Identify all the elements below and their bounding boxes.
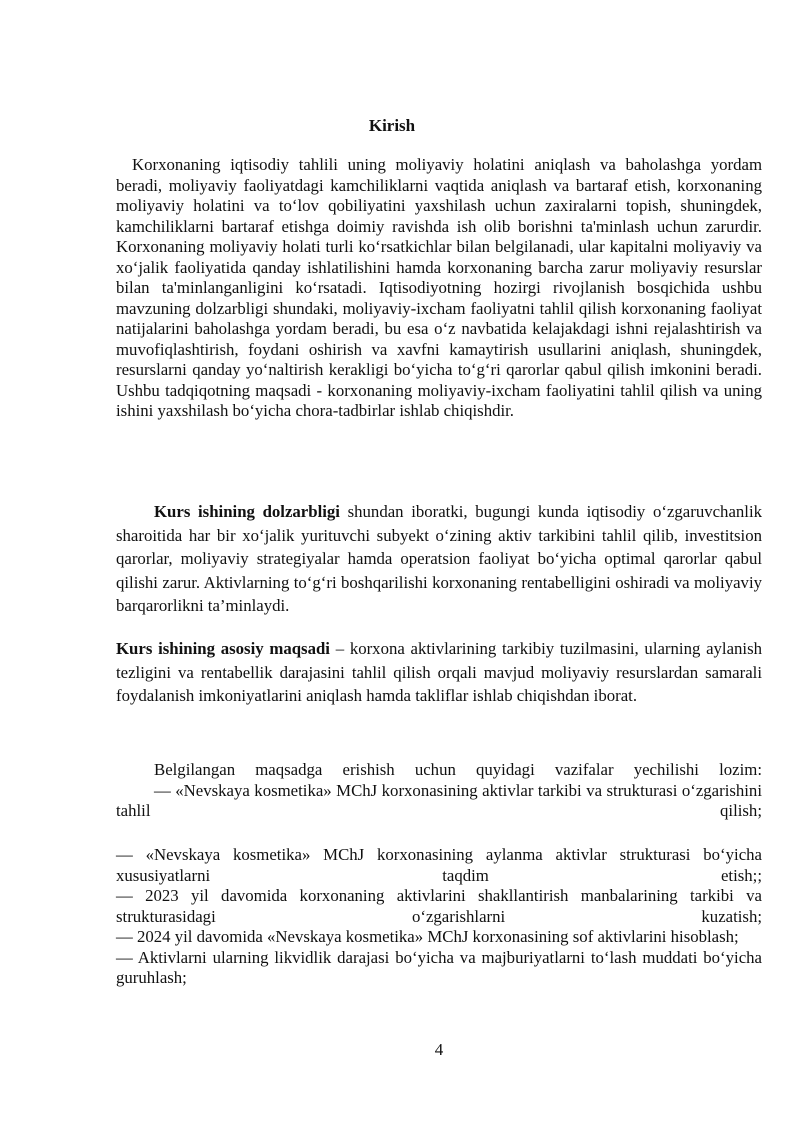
intro-paragraph: Korxonaning iqtisodiy tahlili uning moliyaviy holatini aniqlash va baholashga yordam beradi, moliyaviy faoliyatdagi kamchiliklarni vaqtida aniqlash va bartaraf etish, korxonaning moliyaviy holatini va to‘lov qobiliyatini yaxshilash uchun zaxiralarni topish, shuningdek, kamchiliklarni bartaraf etishga doimiy ravishda ish olib borishni ta'minlash uchun zarurdir. Korxonaning moliyaviy holati turli ko‘rsatkichlar bilan belgilanadi, ular kapitalni moliyaviy va xo‘jalik faoliyatida qanday ishlatilishini hamda korxonaning barcha zarur moliyaviy resurslar bilan ta'minlanganligini ko‘rsatadi. Iqtisodiyotning hozirgi rivojlanish bosqichida ushbu mavzuning dolzarbligi shundaki, moliyaviy-ixcham faoliyatni tahlil qilish korxonaning faoliyat natijalarini baholashga yordam beradi, bu esa o‘z navbatida kelajakdagi ishni rejalashtirish va muvofiqlashtirish, foydani oshirish va xavfni kamaytirish usullarini aniqlash, shuningdek, resurslarni qanday yo‘naltirish kerakligi bo‘yicha to‘g‘ri qarorlar qabul qilish imkonini beradi. Ushbu tadqiqotning maqsadi - korxonaning moliyaviy-ixcham faoliyatini tahlil qilish va uning ishini yaxshilash bo‘yicha chora-tadbirlar ishlab chiqishdir. bbox=[116, 155, 762, 420]
relevance-paragraph bbox=[116, 500, 762, 618]
tasks-block-1 bbox=[116, 760, 762, 822]
goal-paragraph bbox=[116, 637, 762, 708]
goal-text: – korxona aktivlarining tarkibiy tuzilmasini, ularning aylanish tezligini va rentabellik darajasini tahlil qilish orqali mavjud moliyaviy resurslardan samarali foydalanish imkoniyatlarini aniqlash hamda takliflar ishlab chiqishdan iborat. bbox=[116, 639, 762, 706]
task-item: — «Nevskaya kosmetika» MChJ korxonasining aylanma aktivlar strukturasi bo‘yicha xususiyatlarni taqdim etish;; bbox=[116, 845, 762, 885]
relevance-text: shundan iboratki, bugungi kunda iqtisodiy o‘zgaruvchanlik sharoitida har bir xo‘jalik yurituvchi subyekt o‘zining aktiv tarkibini tahlil qilib, investitsion qarorlar, moliyaviy strategiyalar hamda operatsion faoliyat bo‘yicha optimal qarorlar qabul qilishi zarur. Aktivlarning to‘g‘ri boshqarilishi korxonaning rentabelligini oshiradi va moliyaviy barqarorlikni ta’minlaydi. bbox=[116, 502, 762, 616]
page-number: 4 bbox=[434, 1040, 444, 1059]
section-title: Kirish bbox=[368, 116, 416, 135]
goal-lead: Kurs ishining asosiy maqsadi bbox=[116, 639, 330, 658]
task-item: — 2023 yil davomida korxonaning aktivlarini shakllantirish manbalarining tarkibi va strukturasidagi o‘zgarishlarni kuzatish; bbox=[116, 886, 762, 926]
task-item: — «Nevskaya kosmetika» MChJ korxonasining aktivlar tarkibi va strukturasi o‘zgarishini tahlil qilish; bbox=[116, 780, 762, 820]
task-item: — Aktivlarni ularning likvidlik darajasi bo‘yicha va majburiyatlarni to‘lash muddati bo‘yicha guruhlash; bbox=[116, 947, 762, 987]
tasks-intro: Belgilangan maqsadga erishish uchun quyidagi vazifalar yechilishi lozim: bbox=[154, 760, 762, 779]
relevance-lead: Kurs ishining dolzarbligi bbox=[154, 502, 340, 521]
tasks-block-2 bbox=[116, 845, 762, 989]
task-item: — 2024 yil davomida «Nevskaya kosmetika» MChJ korxonasining sof aktivlarini hisoblash; bbox=[116, 927, 739, 946]
